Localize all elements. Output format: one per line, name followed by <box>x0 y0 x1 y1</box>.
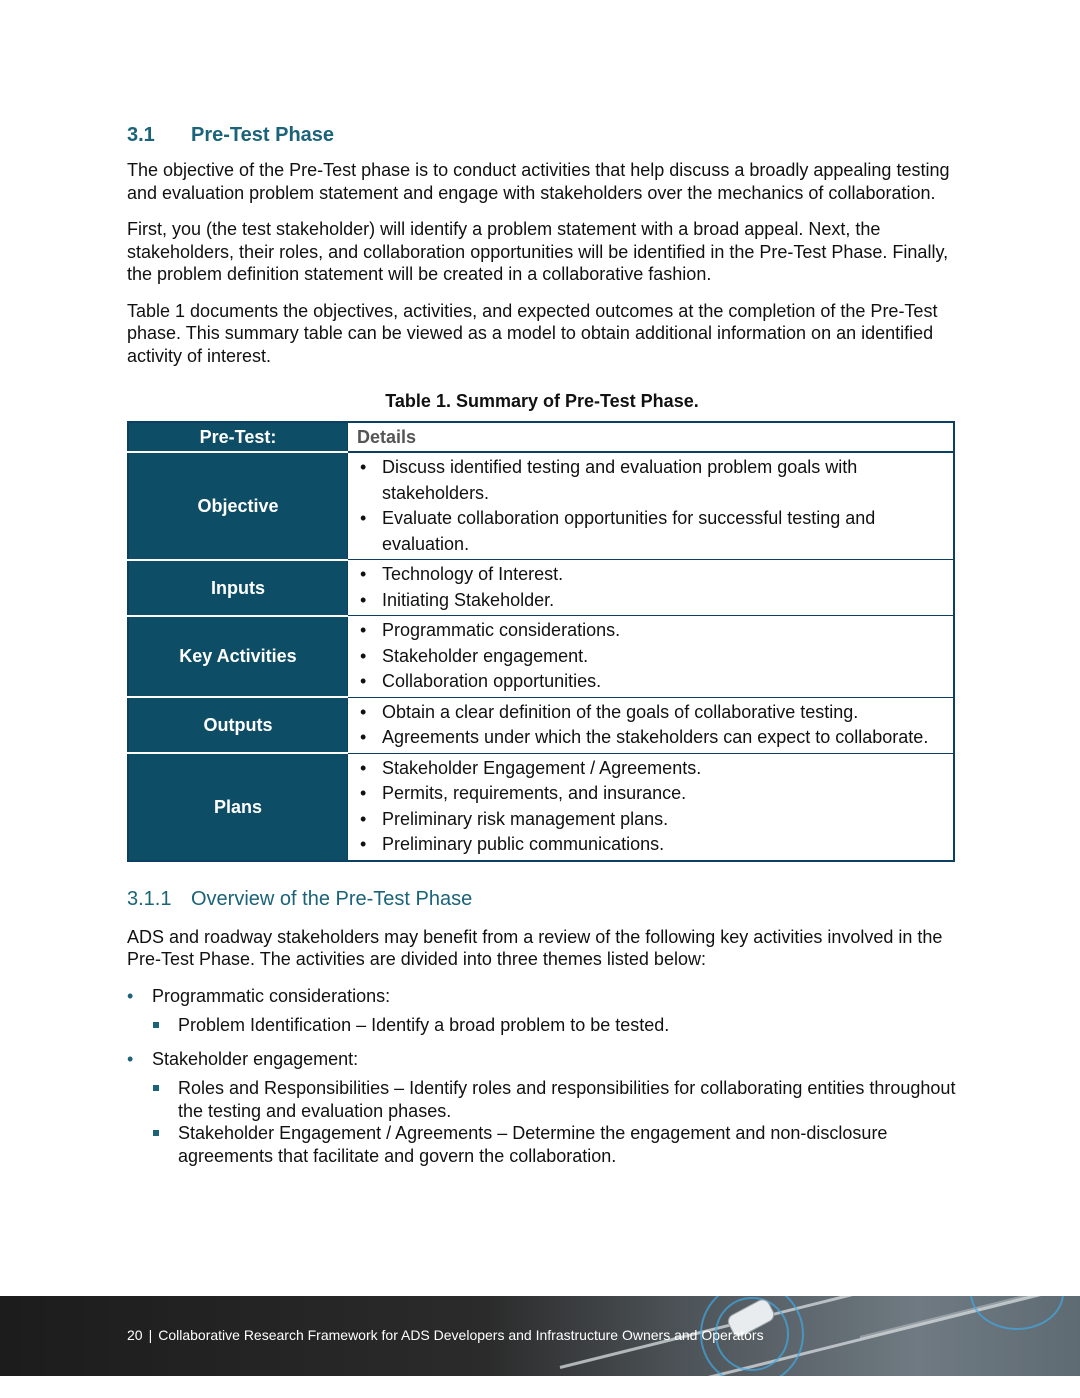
list-item <box>152 1014 957 1037</box>
row-label-plans: Plans <box>128 753 348 861</box>
row-label-objective: Objective <box>128 452 348 560</box>
paragraph: The objective of the Pre-Test phase is to conduct activities that help discuss a broadly appealing testing and evaluation problem statement and engage with stakeholders over the mechanics of collaboration. <box>127 160 950 203</box>
table-row <box>128 452 954 560</box>
document-title: Collaborative Research Framework for ADS Developers and Infrastructure Owners and Operators <box>158 1327 764 1343</box>
detail-item: • Programmatic considerations. <box>358 618 947 644</box>
detail-item: • Preliminary public communications. <box>358 832 947 858</box>
bullet-icon: • <box>127 1049 134 1069</box>
row-label-outputs: Outputs <box>128 697 348 753</box>
table-row <box>128 616 954 698</box>
theme-item <box>127 1048 957 1167</box>
square-bullet-icon <box>153 1022 159 1028</box>
detail-item: • Evaluate collaboration opportunities for successful testing and evaluation. <box>358 506 947 557</box>
list-item-text: Problem Identification – Identify a broad problem to be tested. <box>178 1014 670 1035</box>
table-header-row <box>128 422 954 452</box>
subsection-intro: ADS and roadway stakeholders may benefit from a review of the following key activities involved in the Pre-Test Phase. The activities are divided into three themes listed below: <box>127 926 943 969</box>
row-label-inputs: Inputs <box>128 560 348 616</box>
sensor-ring-icon <box>970 1296 1064 1330</box>
subsection-title: Overview of the Pre-Test Phase <box>191 887 473 910</box>
detail-item: • Preliminary risk management plans. <box>358 807 947 833</box>
list-item-text: Roles and Responsibilities – Identify roles and responsibilities for collaborating entities throughout the testing and evaluation phases. <box>178 1078 956 1121</box>
list-item <box>152 1122 957 1167</box>
summary-table <box>127 421 955 862</box>
row-details <box>348 697 955 753</box>
footer-separator: | <box>148 1327 153 1343</box>
row-details <box>348 560 955 616</box>
theme-item <box>127 985 957 1037</box>
section-heading <box>127 124 957 147</box>
subsection-heading <box>127 888 957 911</box>
detail-item: • Agreements under which the stakeholders can expect to collaborate. <box>358 725 947 751</box>
table-caption: Table 1. Summary of Pre-Test Phase. <box>385 391 699 411</box>
row-details <box>348 452 955 560</box>
row-details <box>348 616 955 698</box>
table-row <box>128 753 954 861</box>
bullet-icon: • <box>127 985 134 1006</box>
footer-text <box>127 1327 764 1343</box>
list-item-text: Stakeholder Engagement / Agreements – Determine the engagement and non-disclosure agreements that facilitate and govern the collaboration. <box>178 1123 888 1166</box>
detail-item: • Obtain a clear definition of the goals of collaborative testing. <box>358 700 947 726</box>
section-number: 3.1 <box>127 124 155 146</box>
paragraph: First, you (the test stakeholder) will identify a problem statement with a broad appeal. Next, the stakeholders, their roles, and collaboration opportunities will be identified in the Pre-Test Phase. Finally, the problem definition statement will be created in a collaborative fashion. <box>127 219 949 284</box>
theme-list <box>127 985 957 1168</box>
theme-label: Stakeholder engagement: <box>152 1049 359 1069</box>
section-title: Pre-Test Phase <box>191 124 335 146</box>
theme-subitems <box>152 1077 957 1167</box>
theme-label: Programmatic considerations: <box>152 985 391 1006</box>
detail-item: • Discuss identified testing and evaluation problem goals with stakeholders. <box>358 455 947 506</box>
table-row <box>128 560 954 616</box>
detail-item: • Collaboration opportunities. <box>358 669 947 695</box>
theme-subitems <box>152 1014 957 1037</box>
paragraph: Table 1 documents the objectives, activities, and expected outcomes at the completion of the Pre-Test phase. This summary table can be viewed as a model to obtain additional information on an identified activity of interest. <box>127 300 938 366</box>
subsection-number: 3.1.1 <box>127 887 172 910</box>
row-label-key-activities: Key Activities <box>128 616 348 698</box>
page-number: 20 <box>127 1327 143 1343</box>
page-content <box>127 124 957 1179</box>
detail-item: • Stakeholder Engagement / Agreements. <box>358 756 947 782</box>
square-bullet-icon <box>153 1130 159 1136</box>
row-details <box>348 753 955 861</box>
list-item <box>152 1077 957 1122</box>
detail-item: • Technology of Interest. <box>358 562 947 588</box>
table-header-details: Details <box>348 422 955 452</box>
table-header-pretest: Pre-Test: <box>128 422 348 452</box>
square-bullet-icon <box>153 1085 159 1091</box>
detail-item: • Stakeholder engagement. <box>358 644 947 670</box>
detail-item: • Initiating Stakeholder. <box>358 588 947 614</box>
table-row <box>128 697 954 753</box>
detail-item: • Permits, requirements, and insurance. <box>358 781 947 807</box>
